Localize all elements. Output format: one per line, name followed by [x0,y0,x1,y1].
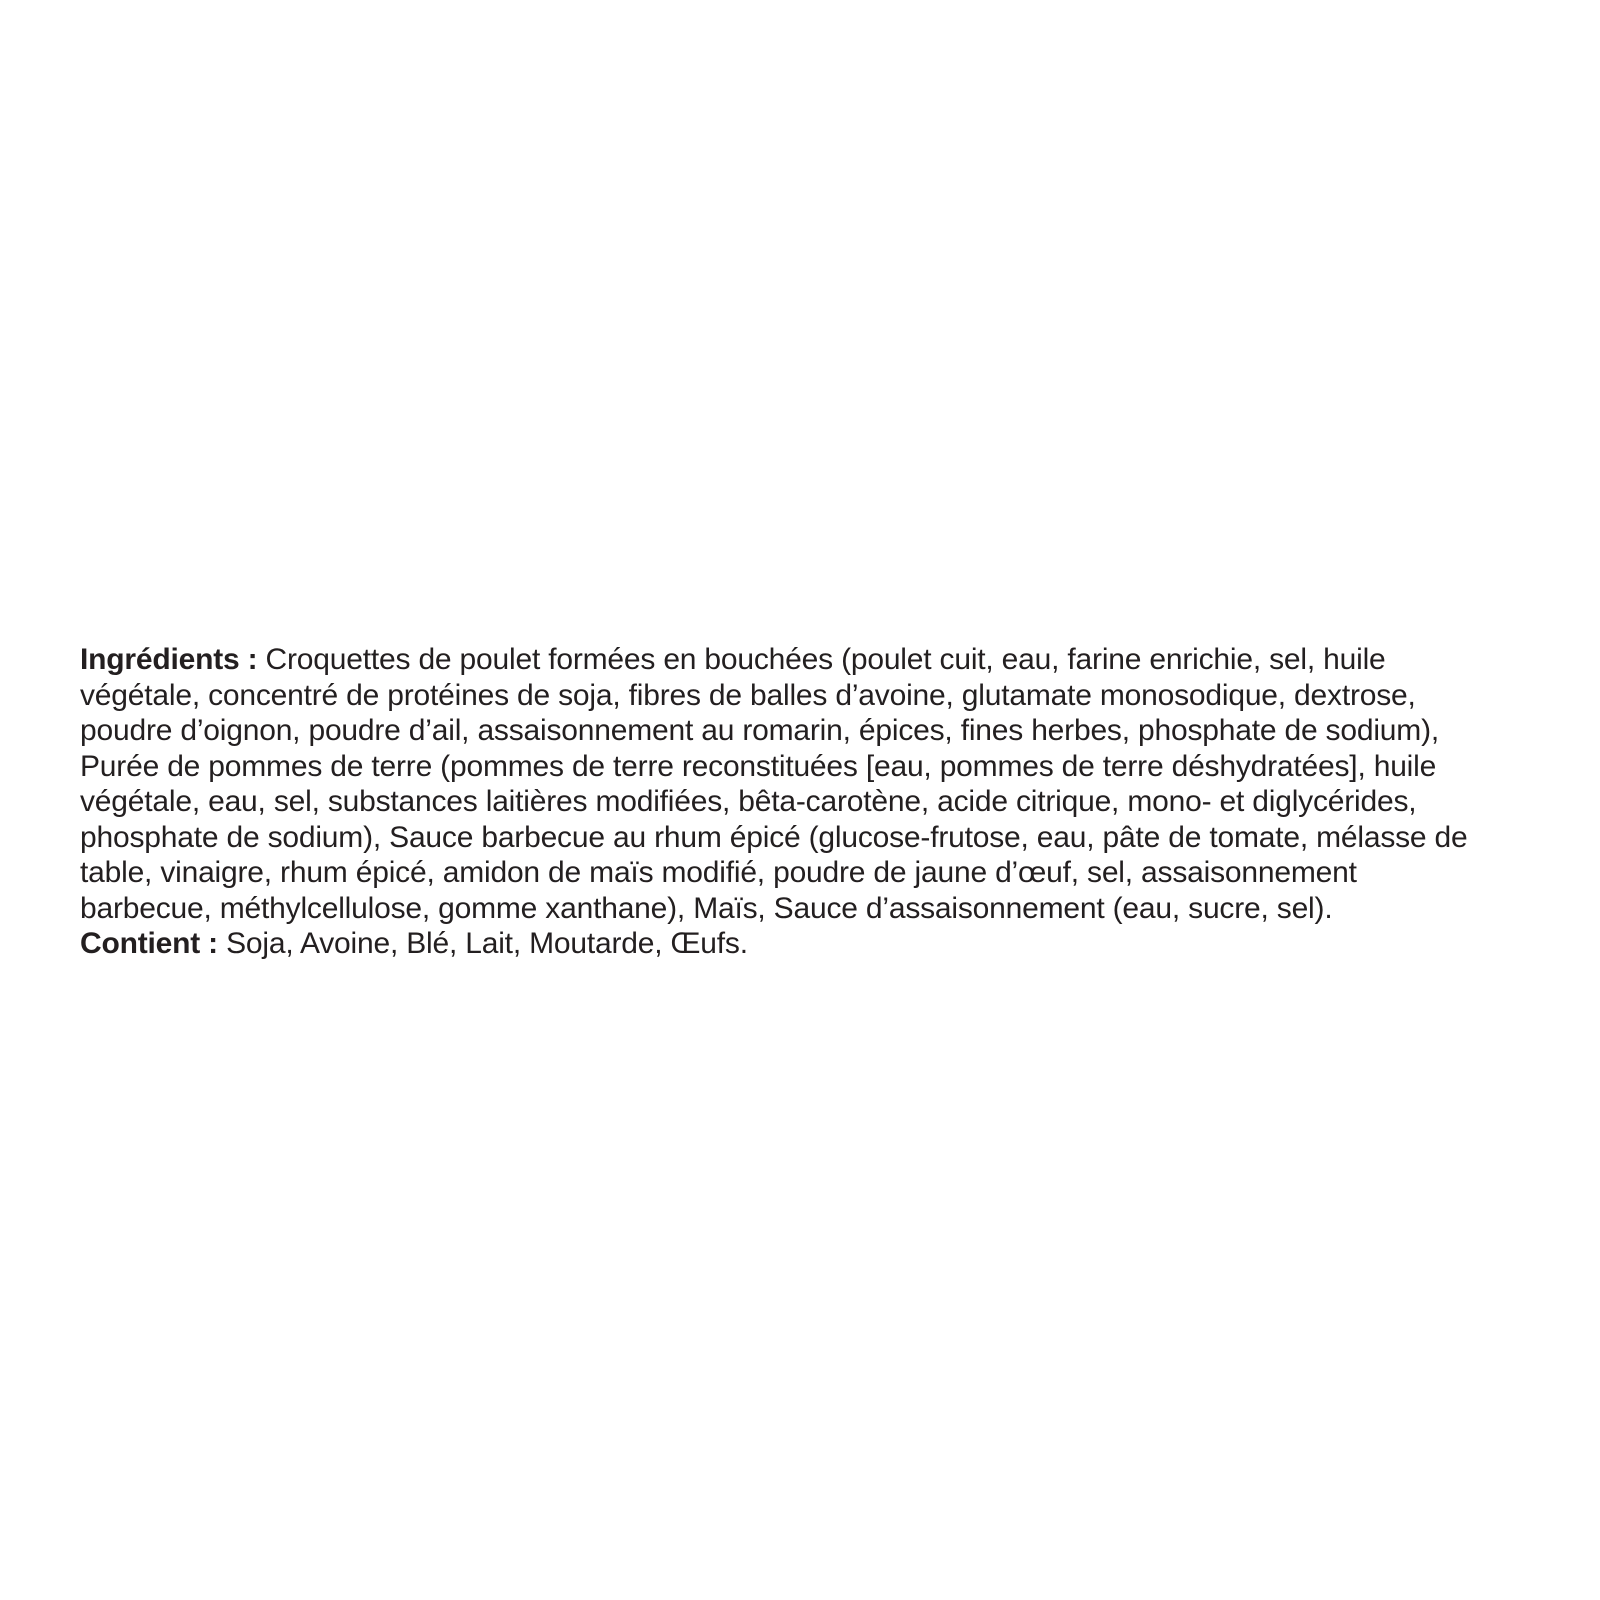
ingredients-line-5: végétale, eau, sel, substances laitières modifiées, bêta-carotène, acide citrique, mono- et diglycérides, [80,785,1417,818]
ingredients-line-3: poudre d’oignon, poudre d’ail, assaisonnement au romarin, épices, fines herbes, phosphate de sodium), [80,714,1439,747]
allergens-text: Soja, Avoine, Blé, Lait, Moutarde, Œufs. [217,927,748,960]
ingredients-line-1 [80,642,1540,678]
ingredients-text: Croquettes de poulet formées en bouchées (poulet cuit, eau, farine enrichie, sel, huile [257,643,1386,676]
ingredients-line-8: barbecue, méthylcellulose, gomme xanthane), Maïs, Sauce d’assaisonnement (eau, sucre, sel). [80,891,1333,925]
allergens-heading: Contient : [80,927,218,960]
ingredients-line-2: végétale, concentré de protéines de soja, fibres de balles d’avoine, glutamate monosodique, dextrose, [80,678,1416,712]
allergens-line [80,926,1540,962]
ingredients-line-4: Purée de pommes de terre (pommes de terre reconstituées [eau, pommes de terre déshydratées], huile [80,749,1437,783]
ingredients-line-7: table, vinaigre, rhum épicé, amidon de maïs modifié, poudre de jaune d’œuf, sel, assaisonnement [80,856,1357,889]
ingredients-line-6: phosphate de sodium), Sauce barbecue au rhum épicé (glucose-frutose, eau, pâte de tomate, mélasse de [80,820,1468,854]
ingredients-heading: Ingrédients : [80,643,258,676]
ingredient-label [80,642,1540,962]
